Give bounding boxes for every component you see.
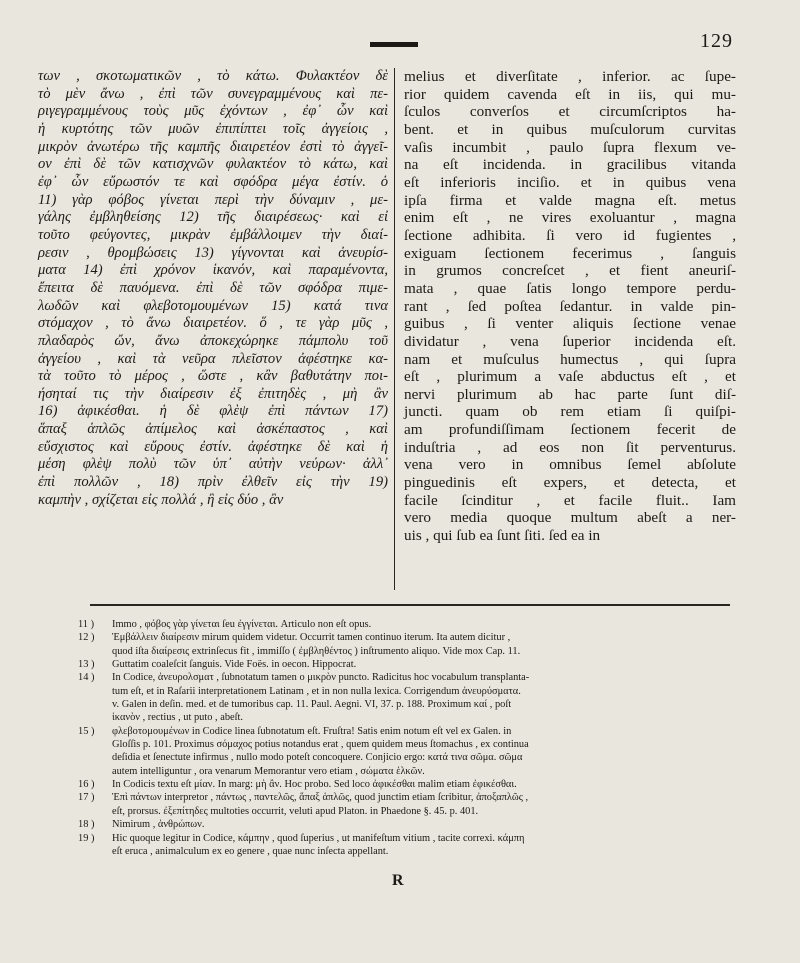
greek-text-line: ἐπὶ πολλῶν , 18) πρὶν ἐλθεῖν εἰς τὴν 19)	[38, 474, 388, 491]
footnote-item	[78, 618, 738, 631]
latin-text-line: nervi plurimum ab hac parte ſunt diſ-	[404, 385, 736, 403]
footnote-text: Nimirum , ἀνθρώπων.	[112, 819, 205, 831]
footnote-number: 17 )	[78, 792, 95, 804]
footnote-item	[78, 658, 738, 671]
footnote-item	[78, 671, 738, 724]
footnote-text: deſidia et ſenectute infirmus , nullo modo poteſt concoquere. Conjicio ergo: κατά τινα σῶμα. σῶμα	[112, 752, 523, 764]
greek-text-line: καμπὴν , σχίζεται εἰς πολλά , ἢ εἰς δύο , ἂν	[38, 491, 284, 508]
footnote-first-line	[78, 832, 738, 845]
latin-text-line: induſtria , ad eos non ſit perventurus.	[404, 438, 736, 456]
latin-text-line: ſectione adhibita. ſi vero id fugientes ,	[404, 226, 736, 244]
latin-text-line: rior quidem cavenda eſt in iis, qui mu-	[404, 85, 736, 103]
latin-text-line: in grumos concreſcet , et fient aneuriſ-	[404, 262, 736, 280]
latin-text-line: enim eſt , ne vires exoluantur , magna	[404, 209, 736, 227]
greek-text-line: ἀγγείου , καὶ τὰ νεῦρα πλεῖστον ἀφέστηκε κα-	[38, 350, 388, 367]
printer-signature-mark: R	[392, 872, 404, 889]
footnote-text: v. Galen in deſin. med. et de tumoribus cap. 11. Paul. Aegni. VI, 37. p. 188. Proximum καί , poſt	[112, 699, 512, 711]
footnote-number: 13 )	[78, 659, 95, 671]
greek-text-line: λωδῶν καὶ φλεβοτομουμένων 15) κατά τινα	[38, 297, 388, 314]
header-ornament-rule	[370, 42, 418, 47]
footnote-number: 19 )	[78, 832, 95, 844]
footnote-item	[78, 778, 738, 791]
latin-text-line: ſculos converſos et circumſcriptos ha-	[404, 103, 736, 121]
latin-text-line: juncti. quam ob rem etiam ſi quiſpi-	[404, 403, 736, 421]
latin-text-line: melius et diverſitate , inferior. ac ſupe-	[404, 68, 736, 85]
greek-text-line: 16) ἀφικέσθαι. ἡ δὲ φλὲψ ἐπὶ πάντων 17)	[38, 403, 388, 420]
footnote-item	[78, 725, 738, 778]
latin-text-line: facile ſcinditur , et facile fluit.. Iam	[404, 491, 736, 509]
greek-text-line: ἅπαξ ἁπλῶς ἀπίμελος καὶ ἀσκέπαστος , καὶ	[38, 421, 388, 438]
greek-text-line: ἐφ᾽ ὧν εὔρωστόν τε καὶ σφόδρα μέγα ἐστίν. ὁ	[38, 173, 388, 190]
greek-text-line: 11) γὰρ φόβος γίνεται περὶ τὴν δύναμιν , με-	[38, 191, 388, 208]
latin-text-line: am profundiſſimam ſectionem fecerit de	[404, 421, 736, 439]
latin-text-line: vaſis incumbit , paulo ſupra flexum ve-	[404, 138, 736, 156]
latin-text-line: vero media quoque multum abeſt a ner-	[404, 509, 736, 527]
latin-text-line: uis , qui ſub ea ſunt ſiti. ſed ea in	[404, 527, 601, 545]
footnote-first-line	[78, 618, 738, 631]
greek-text-line: ον ἐπὶ δὲ τῶν κατισχνῶν φυλακτέον τὸ κάτω, καὶ	[38, 156, 388, 173]
footnote-item	[78, 832, 738, 859]
latin-text-line: nam et muſculus humectus , qui ſupra	[404, 350, 736, 368]
greek-text-line: μέση φλὲψ πολὺ τῶν ὑπ᾽ αὐτὴν νεύρων· ἀλλ᾽	[38, 456, 388, 473]
footnote-text: tum eſt, et in Raſarii interpretationem Latinam , et in non nulla lexica. Corrigendum ἀνευρύσματα.	[112, 685, 521, 697]
footnote-item	[78, 631, 738, 658]
greek-text-line: των , σκοτωματικῶν , τὸ κάτω. Φυλακτέον δὲ	[38, 68, 388, 84]
latin-text-line: na eſt incidenda. in gracilibus vitanda	[404, 156, 736, 174]
footnote-text: In Codice, ἀνευρολσματ , ſubnotatum tamen o μικρὸν puncto. Radicitus hoc vocabulum transplanta-	[112, 672, 530, 684]
footnote-number: 14 )	[78, 672, 95, 684]
footnote-first-line	[78, 658, 738, 671]
footnote-text: Guttatim coaleſcit ſanguis. Vide Foës. in oecon. Hippocrat.	[112, 659, 357, 671]
latin-text-line: exiguam ſectionem fecerimus , ſanguis	[404, 244, 736, 262]
latin-text-line: bent. et in quibus muſculorum curvitas	[404, 120, 736, 138]
footnote-first-line	[78, 725, 738, 738]
footnote-number: 16 )	[78, 779, 95, 791]
footnote-text: Ἐπὶ πάντων interpretor , πάντως , παντελῶς, ἅπαξ ἁπλῶς, quod junctim etiam ſcribitur, ἀποξαπλῶς ,	[112, 792, 529, 804]
footnote-first-line	[78, 778, 738, 791]
latin-text-line: eſt , plurimum a vaſe abductus eſt , et	[404, 368, 736, 386]
footnote-text: autem intelliguntur , ora venarum Memorantur vero etiam , σώματα ἑλκῶν.	[112, 765, 425, 777]
greek-text-line: ἔπειτα δὲ παυόμενα. ἐπὶ δὲ τῶν σφόδρα πιμε-	[38, 279, 388, 296]
footnote-first-line	[78, 631, 738, 644]
column-divider	[394, 68, 395, 590]
footnote-text: In Codicis textu eſt μίαν. In marg: μὴ ἂν. Hoc probo. Sed loco ἀφικέσθαι malim etiam ἐφικέσθαι.	[112, 779, 517, 791]
footnote-text: eſt eruca , animalculum ex eo genere , quae nunc inſecta appellant.	[112, 845, 389, 857]
footnote-item	[78, 818, 738, 831]
footnote-text: Hic quoque legitur in Codice, κάμπην , quod ſuperius , ut manifeſtum vitium , tacite correxi. κάμπη	[112, 832, 525, 844]
latin-text-line: rant , ſed poſtea ſedantur. in valde pin-	[404, 297, 736, 315]
greek-text-column	[38, 68, 388, 509]
footnote-text: Gloſſis p. 101. Proximus σόμαχος potius notandus erat , quem quidem meus ſtomachus , ex continua	[112, 739, 529, 751]
footnote-number: 11 )	[78, 619, 95, 630]
greek-text-line: γάλης ἐμβληθείσης 12) τῆς διαιρέσεως· καὶ εἰ	[38, 209, 388, 226]
footnote-text: quod iſta διαίρεσις extrinſecus fit , immiſſo ( ἐμβληθέντος ) inſtrumento aliquo. Vide mox Cap. 11.	[112, 645, 521, 657]
greek-text-line: μικρὸν ἀνωτέρω τῆς καμπῆς διαιρετέον ἐστὶ τὸ ἀγγεῖ-	[38, 138, 388, 155]
greek-text-line: εὔσχιστος καὶ εὔρους ἐστίν. ἀφέστηκε δὲ καὶ ἡ	[38, 438, 388, 455]
footnote-text: Immo , φόβος γὰρ γίνεται ſeu ἐγγίνεται. Articulo non eſt opus.	[112, 619, 372, 630]
latin-text-column	[404, 68, 736, 545]
footnote-number: 15 )	[78, 725, 95, 737]
greek-text-line: τὰ τοῦτο τὸ μέρος , ὥστε , κἂν βαθυτάτην ποι-	[38, 368, 388, 385]
footnote-text: ἱκανὸν , rectius , ut puto , abeſt.	[112, 712, 243, 724]
greek-text-line: ἡ κυρτότης τῶν μυῶν ἐπιπίπτει τοῖς ἀγγείοις ,	[38, 120, 388, 137]
latin-text-line: dividatur , vena ſuperior incidenda eſt.	[404, 332, 736, 350]
latin-text-line: pinguedinis eſt expers, et detecta, et	[404, 474, 736, 492]
latin-text-line: ipſa firma et valde magna eſt. metus	[404, 191, 736, 209]
footnote-first-line	[78, 818, 738, 831]
footnote-text: eſt, prorsus. ἐξεπίτηδες multoties occurrit, veluti apud Platon. in Phaedone §. 45. p. 401.	[112, 805, 479, 817]
latin-text-line: vena vero in omnibus ſemel abſolute	[404, 456, 736, 474]
footnotes-section	[78, 618, 738, 858]
latin-text-line: guibus , ſi venter aliquis ſectione venae	[404, 315, 736, 333]
greek-text-line: στόμαχον , τὸ ἄνω διαιρετέον. ὅ , τε γὰρ μῦς ,	[38, 315, 388, 332]
footnote-text: Ἐμβάλλειν διαίρεσιν mirum quidem videtur. Occurrit tamen continuo iterum. Ita autem dicitur ,	[112, 632, 511, 644]
footnote-first-line	[78, 791, 738, 804]
greek-text-line: ρεσιν , θρομβώσεις 13) γίγνονται καὶ ἀνευρίσ-	[38, 244, 388, 261]
greek-text-line: τὸ μὲν ἄνω , ἐπὶ τῶν συνεγραμμένους καὶ πε-	[38, 85, 388, 102]
footnote-text: φλεβοτομουμένων in Codice linea ſubnotatum eſt. Fruſtra! Satis enim notum eſt vel ex Galen. in	[112, 725, 512, 737]
footnote-item	[78, 791, 738, 818]
greek-text-line: τοῦτο φεύγοντες, μικρὰν ἐμβάλλοιμεν τὴν διαί-	[38, 226, 388, 243]
page-number: 129	[700, 30, 733, 52]
footnote-number: 12 )	[78, 632, 95, 644]
latin-text-line: eſt inferioris inciſio. et in quibus vena	[404, 173, 736, 191]
latin-text-line: mata , quae ſatis longo tempore perdu-	[404, 279, 736, 297]
greek-text-line: ριγεγραμμένους τοὺς μῦς ἐχόντων , ἐφ᾽ ὧν καὶ	[38, 103, 388, 120]
greek-text-line: πλαδαρὸς ὤν, ἄνω ἀποκεχώρηκε πάμπολυ τοῦ	[38, 332, 388, 349]
footnote-number: 18 )	[78, 819, 95, 831]
footnote-first-line	[78, 671, 738, 684]
greek-text-line: ήσηταί τις τὴν διαίρεσιν ἐξ ἐπιτηδὲς , μὴ ἂν	[38, 385, 388, 402]
footnote-separator-rule	[90, 604, 730, 606]
greek-text-line: ματα 14) ἐπὶ χρόνον ἱκανόν, καὶ παραμένοντα,	[38, 262, 388, 279]
